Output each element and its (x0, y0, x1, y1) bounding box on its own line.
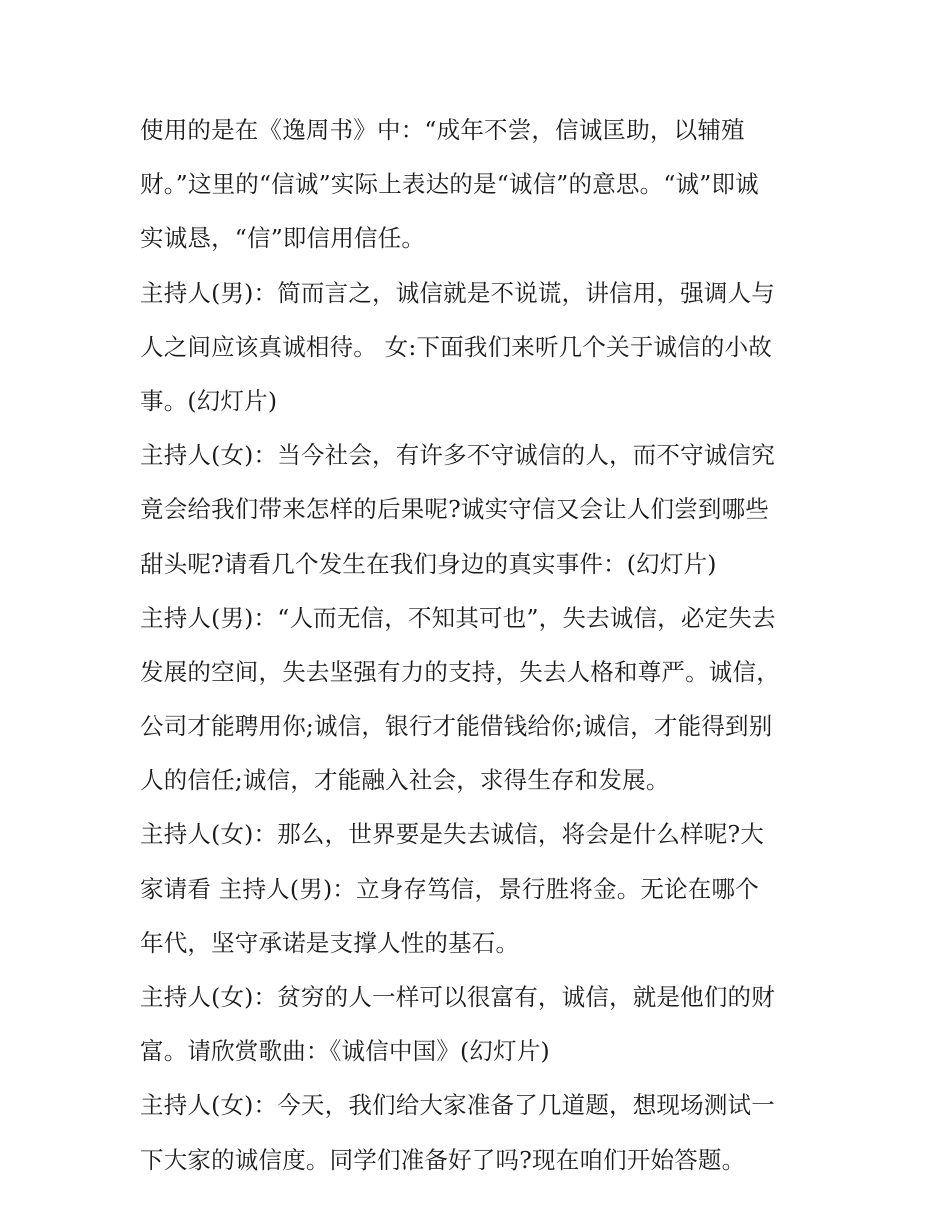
text-line: 富。请欣赏歌曲：《诚信中国》(幻灯片) (140, 1037, 550, 1066)
text-line: 主持人(男)：简而言之，诚信就是不说谎，讲信用，强调人与 (140, 278, 775, 307)
text-line: 主持人(女)：贫穷的人一样可以很富有，诚信，就是他们的财 (140, 983, 775, 1011)
text-line: 实诚恳，“信”即信用信任。 (140, 224, 426, 253)
text-line: 人之间应该真诚相待。 女:下面我们来听几个关于诚信的小故 (140, 332, 772, 361)
text-line: 使用的是在《逸周书》中：“成年不尝，信诚匡助，以辅殖 (140, 116, 745, 144)
text-line: 主持人(女)：那么，世界要是失去诚信，将会是什么样呢?大 (140, 820, 765, 849)
document-body (140, 103, 820, 1187)
text-line: 主持人(男)：“人而无信，不知其可也”，失去诚信，必定失去 (140, 603, 776, 632)
text-line: 竟会给我们带来怎样的后果呢?诚实守信又会让人们尝到哪些 (140, 495, 769, 524)
text-line: 家请看 主持人(男)：立身存笃信，景行胜将金。无论在哪个 (140, 874, 759, 903)
text-line: 发展的空间，失去坚强有力的支持，失去人格和尊严。诚信， (140, 657, 780, 686)
text-line: 财。”这里的“信诚”实际上表达的是“诚信”的意思。“诚”即诚 (140, 170, 759, 199)
text-line: 公司才能聘用你;诚信，银行才能借钱给你;诚信，才能得到别 (140, 712, 773, 741)
text-line: 主持人(女)：今天，我们给大家准备了几道题，想现场测试一 (140, 1091, 775, 1120)
text-line: 年代，坚守承诺是支撑人性的基石。 (140, 928, 520, 957)
text-line: 主持人(女)：当今社会，有许多不守诚信的人，而不守诚信究 (140, 441, 775, 470)
text-line: 事。(幻灯片) (140, 386, 278, 415)
text-line: 甜头呢?请看几个发生在我们身边的真实事件：(幻灯片) (140, 549, 717, 578)
text-line: 下大家的诚信度。同学们准备好了吗?现在咱们开始答题。 (140, 1145, 746, 1174)
text-line: 人的信任;诚信，才能融入社会，求得生存和发展。 (140, 766, 670, 795)
